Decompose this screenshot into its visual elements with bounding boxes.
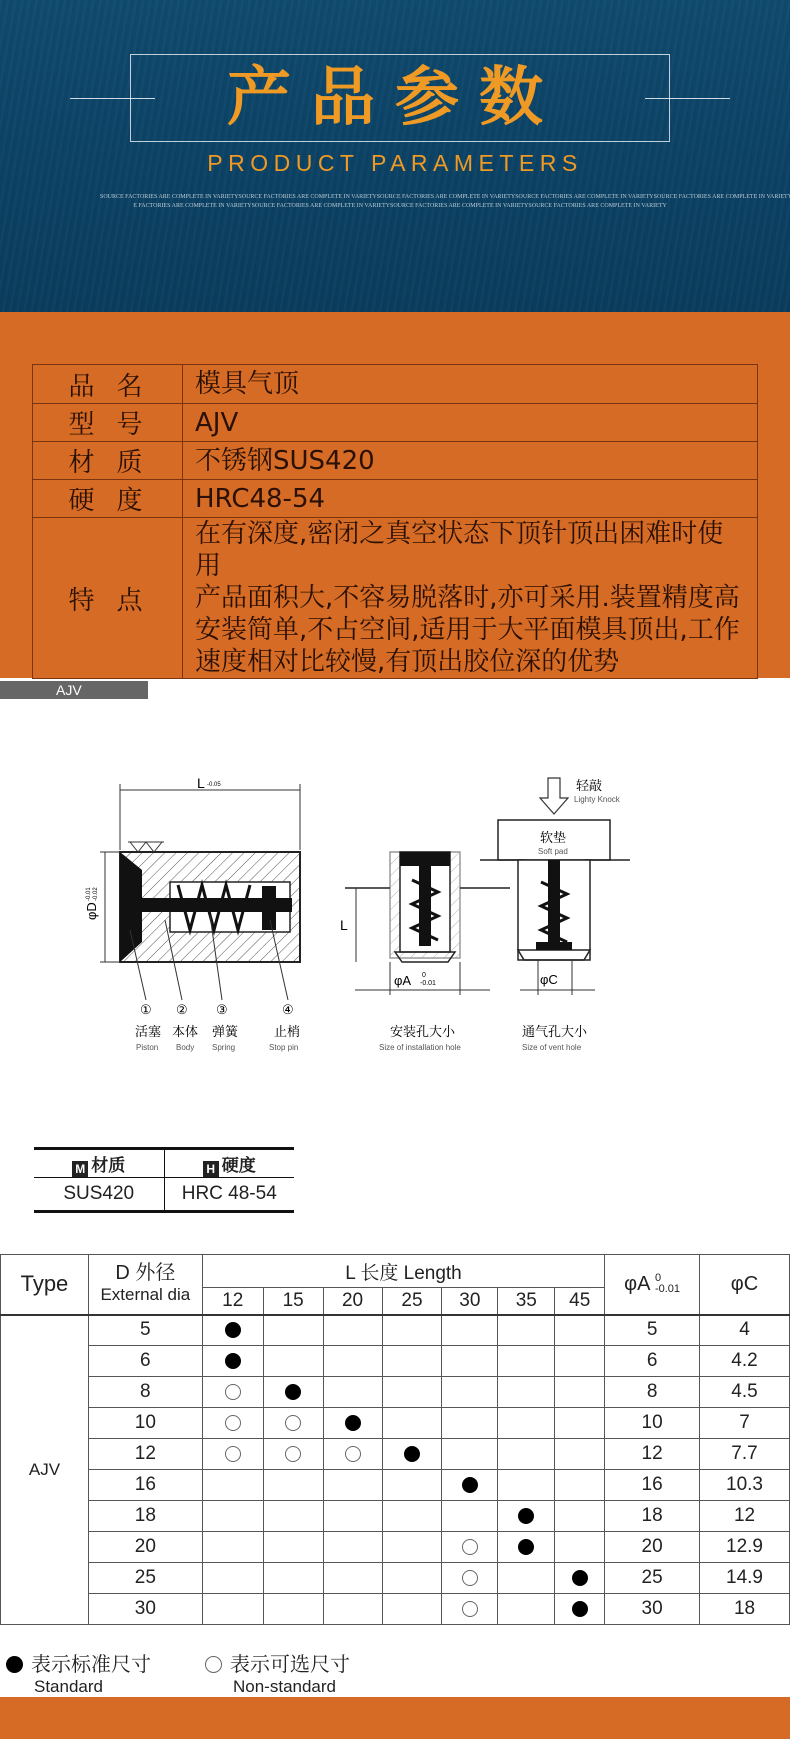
a-cell: 18 bbox=[605, 1501, 700, 1532]
length-cell bbox=[263, 1377, 323, 1408]
length-cell bbox=[382, 1470, 442, 1501]
h-badge-icon: H bbox=[203, 1161, 219, 1177]
diameter-header-en: External dia bbox=[100, 1285, 191, 1305]
legend-standard-en: Standard bbox=[34, 1677, 103, 1696]
length-cell bbox=[323, 1315, 382, 1346]
standard-dot-icon bbox=[518, 1508, 534, 1524]
part-number: ② bbox=[176, 1002, 188, 1017]
length-cell bbox=[442, 1346, 498, 1377]
part-callout bbox=[269, 1002, 300, 1052]
dim-A-label: φA bbox=[394, 973, 412, 988]
a-cell: 20 bbox=[605, 1532, 700, 1563]
spec-key: 特点 bbox=[33, 518, 183, 679]
a-header bbox=[605, 1255, 700, 1315]
length-cell bbox=[498, 1377, 555, 1408]
feature-line: 安装简单,不占空间,适用于大平面模具顶出,工作 bbox=[195, 615, 740, 645]
spec-value-features bbox=[183, 518, 758, 679]
size-row bbox=[1, 1594, 790, 1625]
dim-D-tol-upper: -0.01 bbox=[86, 887, 92, 901]
length-cell bbox=[323, 1408, 382, 1439]
length-cell bbox=[555, 1346, 605, 1377]
vent-label-en: Size of vent hole bbox=[522, 1043, 582, 1052]
spec-value: 不锈钢SUS420 bbox=[183, 442, 758, 480]
part-name-en: Body bbox=[176, 1043, 195, 1052]
a-cell: 16 bbox=[605, 1470, 700, 1501]
length-cell bbox=[382, 1594, 442, 1625]
install-label-cn: 安装孔大小 bbox=[390, 1024, 456, 1039]
length-value: 30 bbox=[442, 1288, 498, 1315]
length-cell bbox=[323, 1594, 382, 1625]
length-cell bbox=[382, 1532, 442, 1563]
header-banner bbox=[0, 0, 812, 312]
length-cell bbox=[202, 1532, 263, 1563]
length-cell bbox=[263, 1501, 323, 1532]
c-cell: 7 bbox=[700, 1408, 790, 1439]
length-value: 12 bbox=[202, 1288, 263, 1315]
c-cell: 14.9 bbox=[700, 1563, 790, 1594]
c-cell: 7.7 bbox=[700, 1439, 790, 1470]
length-cell bbox=[263, 1470, 323, 1501]
length-cell bbox=[323, 1439, 382, 1470]
part-name-en: Spring bbox=[212, 1043, 236, 1052]
legend-nonstandard-en: Non-standard bbox=[233, 1677, 337, 1696]
part-name-cn: 活塞 bbox=[135, 1024, 162, 1039]
spec-value: AJV bbox=[183, 404, 758, 442]
optional-dot-icon bbox=[225, 1446, 241, 1462]
filled-dot-icon bbox=[6, 1656, 23, 1673]
length-cell bbox=[382, 1439, 442, 1470]
length-cell bbox=[498, 1594, 555, 1625]
install-label-en: Size of installation hole bbox=[379, 1043, 461, 1052]
spec-key: 型号 bbox=[33, 404, 183, 442]
spec-value: 模具气顶 bbox=[183, 365, 758, 404]
standard-dot-icon bbox=[404, 1446, 420, 1462]
length-cell bbox=[555, 1470, 605, 1501]
optional-dot-icon bbox=[462, 1601, 478, 1617]
length-cell bbox=[442, 1470, 498, 1501]
length-value: 25 bbox=[382, 1288, 442, 1315]
diameter-cell: 10 bbox=[88, 1408, 202, 1439]
fine-print: SOURCE FACTORIES ARE COMPLETE IN VARIETYSOURCE FACTORIES ARE COMPLETE IN VARIETYSOURCE FACTORIES ARE COMPLETE IN VARIETYSOURCE FACTORIES ARE COMPLETE IN VARIETYSOURCE FACTORIES ARE COMPLETE IN VARIETYSOURC bbox=[100, 194, 812, 200]
optional-dot-icon bbox=[462, 1539, 478, 1555]
optional-dot-icon bbox=[285, 1446, 301, 1462]
part-number: ③ bbox=[216, 1002, 228, 1017]
a-tol-upper: 0 bbox=[654, 1272, 662, 1285]
optional-dot-icon bbox=[462, 1570, 478, 1586]
hardness-value: HRC 48-54 bbox=[164, 1178, 294, 1212]
m-badge-icon: M bbox=[72, 1161, 88, 1177]
a-cell: 25 bbox=[605, 1563, 700, 1594]
dim-L2-label: L bbox=[340, 917, 348, 933]
length-cell bbox=[323, 1470, 382, 1501]
size-table bbox=[0, 1254, 790, 1625]
spec-row bbox=[33, 442, 758, 480]
legend-standard-cn: 表示标准尺寸 bbox=[31, 1654, 151, 1676]
open-dot-icon bbox=[205, 1656, 222, 1673]
spec-key: 品名 bbox=[33, 365, 183, 404]
spec-row bbox=[33, 404, 758, 442]
diameter-cell: 5 bbox=[88, 1315, 202, 1346]
legend-nonstandard-cn: 表示可选尺寸 bbox=[230, 1654, 350, 1676]
length-cell bbox=[382, 1408, 442, 1439]
size-row bbox=[1, 1346, 790, 1377]
technical-drawing bbox=[84, 770, 720, 1080]
length-cell bbox=[498, 1501, 555, 1532]
legend-standard bbox=[6, 1648, 151, 1697]
type-cell: AJV bbox=[1, 1315, 89, 1625]
length-cell bbox=[498, 1346, 555, 1377]
a-cell: 8 bbox=[605, 1377, 700, 1408]
length-cell bbox=[555, 1563, 605, 1594]
length-cell bbox=[442, 1532, 498, 1563]
optional-dot-icon bbox=[225, 1384, 241, 1400]
length-cell bbox=[442, 1563, 498, 1594]
size-row bbox=[1, 1470, 790, 1501]
diameter-cell: 25 bbox=[88, 1563, 202, 1594]
length-cell bbox=[323, 1346, 382, 1377]
length-cell bbox=[442, 1408, 498, 1439]
part-callout bbox=[172, 1002, 198, 1052]
length-value: 35 bbox=[498, 1288, 555, 1315]
diameter-cell: 20 bbox=[88, 1532, 202, 1563]
length-cell bbox=[263, 1346, 323, 1377]
length-cell bbox=[263, 1594, 323, 1625]
feature-line: 速度相对比较慢,有顶出胶位深的优势 bbox=[195, 647, 620, 677]
diameter-cell: 18 bbox=[88, 1501, 202, 1532]
standard-dot-icon bbox=[285, 1384, 301, 1400]
length-cell bbox=[498, 1408, 555, 1439]
part-number: ① bbox=[140, 1002, 152, 1017]
vent-label-cn: 通气孔大小 bbox=[522, 1024, 588, 1039]
length-cell bbox=[202, 1594, 263, 1625]
part-callout bbox=[135, 1002, 161, 1052]
length-cell bbox=[442, 1377, 498, 1408]
length-cell bbox=[498, 1315, 555, 1346]
length-cell bbox=[498, 1439, 555, 1470]
spec-value: HRC48-54 bbox=[183, 480, 758, 518]
length-cell bbox=[263, 1315, 323, 1346]
length-cell bbox=[498, 1563, 555, 1594]
length-cell bbox=[202, 1408, 263, 1439]
c-cell: 4.2 bbox=[700, 1346, 790, 1377]
type-header: Type bbox=[1, 1255, 89, 1315]
dim-L-tol: -0.05 bbox=[207, 782, 221, 788]
length-cell bbox=[498, 1532, 555, 1563]
length-cell bbox=[442, 1501, 498, 1532]
optional-dot-icon bbox=[225, 1415, 241, 1431]
page-title: 产品参数 bbox=[227, 61, 563, 135]
part-name-en: Stop pin bbox=[269, 1043, 299, 1052]
size-row bbox=[1, 1408, 790, 1439]
spec-key: 材质 bbox=[33, 442, 183, 480]
length-header: L 长度 Length bbox=[202, 1255, 604, 1288]
hardness-header bbox=[164, 1149, 294, 1178]
feature-line: 产品面积大,不容易脱落时,亦可采用.装置精度高 bbox=[195, 583, 740, 613]
length-cell bbox=[202, 1563, 263, 1594]
a-cell: 5 bbox=[605, 1315, 700, 1346]
page-subtitle: PRODUCT PARAMETERS bbox=[207, 150, 583, 176]
c-cell: 18 bbox=[700, 1594, 790, 1625]
length-cell bbox=[263, 1563, 323, 1594]
dim-C-label: φC bbox=[540, 972, 558, 987]
length-cell bbox=[202, 1346, 263, 1377]
material-table bbox=[34, 1147, 294, 1213]
size-row bbox=[1, 1501, 790, 1532]
length-cell bbox=[555, 1501, 605, 1532]
length-cell bbox=[202, 1439, 263, 1470]
part-name-cn: 止梢 bbox=[274, 1024, 301, 1039]
dim-D-label: φD bbox=[84, 902, 99, 920]
feature-line: 在有深度,密闭之真空状态下顶针顶出困难时使用 bbox=[195, 519, 724, 581]
length-cell bbox=[442, 1315, 498, 1346]
length-value: 45 bbox=[555, 1288, 605, 1315]
hardness-header-label: 硬度 bbox=[221, 1155, 256, 1176]
length-cell bbox=[555, 1439, 605, 1470]
size-header-row bbox=[1, 1255, 790, 1288]
standard-dot-icon bbox=[345, 1415, 361, 1431]
a-header-label: φA bbox=[624, 1272, 650, 1295]
length-cell bbox=[202, 1377, 263, 1408]
length-cell bbox=[555, 1532, 605, 1563]
length-value: 15 bbox=[263, 1288, 323, 1315]
size-table-body bbox=[1, 1315, 790, 1625]
spec-row bbox=[33, 480, 758, 518]
length-cell bbox=[382, 1501, 442, 1532]
pad-label-cn: 软垫 bbox=[540, 830, 567, 845]
length-cell bbox=[323, 1377, 382, 1408]
diameter-header bbox=[88, 1255, 202, 1315]
length-cell bbox=[382, 1377, 442, 1408]
a-cell: 30 bbox=[605, 1594, 700, 1625]
a-cell: 6 bbox=[605, 1346, 700, 1377]
size-row bbox=[1, 1377, 790, 1408]
section-tag: AJV bbox=[0, 681, 148, 699]
dim-D-tol-lower: -0.02 bbox=[93, 887, 99, 901]
length-cell bbox=[202, 1470, 263, 1501]
pad-label-en: Soft pad bbox=[538, 847, 568, 856]
part-number: ④ bbox=[282, 1002, 294, 1017]
length-cell bbox=[498, 1470, 555, 1501]
c-cell: 12.9 bbox=[700, 1532, 790, 1563]
diameter-cell: 30 bbox=[88, 1594, 202, 1625]
a-cell: 10 bbox=[605, 1408, 700, 1439]
body-section-view bbox=[84, 775, 300, 1052]
length-cell bbox=[555, 1377, 605, 1408]
material-value: SUS420 bbox=[34, 1178, 164, 1212]
dim-A-tol-lower: -0.01 bbox=[420, 980, 436, 987]
c-header: φC bbox=[700, 1255, 790, 1315]
part-name-cn: 弹簧 bbox=[212, 1024, 239, 1039]
diameter-cell: 6 bbox=[88, 1346, 202, 1377]
diameter-header-cn: D 外径 bbox=[115, 1262, 176, 1285]
knock-label-cn: 轻敲 bbox=[576, 778, 603, 793]
length-cell bbox=[323, 1563, 382, 1594]
size-row bbox=[1, 1315, 790, 1346]
fine-print: E FACTORIES ARE COMPLETE IN VARIETYSOURCE FACTORIES ARE COMPLETE IN VARIETYSOURCE FACTORIES ARE COMPLETE IN VARIETYSOURCE FACTORIES ARE COMPLETE IN VARIETY bbox=[133, 203, 667, 209]
optional-dot-icon bbox=[285, 1415, 301, 1431]
length-cell bbox=[323, 1532, 382, 1563]
footer-bar bbox=[0, 1697, 790, 1739]
material-header-label: 材质 bbox=[91, 1155, 126, 1176]
optional-dot-icon bbox=[345, 1446, 361, 1462]
installation-view bbox=[340, 852, 510, 1052]
standard-dot-icon bbox=[462, 1477, 478, 1493]
legend-nonstandard bbox=[205, 1648, 350, 1697]
c-cell: 4 bbox=[700, 1315, 790, 1346]
length-cell bbox=[202, 1315, 263, 1346]
c-cell: 4.5 bbox=[700, 1377, 790, 1408]
length-cell bbox=[442, 1594, 498, 1625]
material-value-row bbox=[34, 1178, 294, 1212]
dim-L-label: L bbox=[197, 775, 205, 791]
length-cell bbox=[263, 1408, 323, 1439]
standard-dot-icon bbox=[572, 1570, 588, 1586]
standard-dot-icon bbox=[225, 1322, 241, 1338]
size-row bbox=[1, 1563, 790, 1594]
length-cell bbox=[263, 1532, 323, 1563]
c-cell: 12 bbox=[700, 1501, 790, 1532]
length-cell bbox=[323, 1501, 382, 1532]
standard-dot-icon bbox=[518, 1539, 534, 1555]
dim-A-tol-upper: 0 bbox=[422, 972, 426, 979]
vent-view bbox=[480, 778, 630, 1052]
length-cell bbox=[382, 1563, 442, 1594]
spec-section bbox=[0, 312, 790, 678]
size-row bbox=[1, 1532, 790, 1563]
length-cell bbox=[555, 1315, 605, 1346]
length-cell bbox=[263, 1439, 323, 1470]
a-cell: 12 bbox=[605, 1439, 700, 1470]
diameter-cell: 16 bbox=[88, 1470, 202, 1501]
length-cell bbox=[202, 1501, 263, 1532]
a-tol-lower: -0.01 bbox=[654, 1283, 681, 1296]
length-value: 20 bbox=[323, 1288, 382, 1315]
length-cell bbox=[382, 1315, 442, 1346]
part-name-cn: 本体 bbox=[172, 1024, 199, 1039]
c-cell: 10.3 bbox=[700, 1470, 790, 1501]
spec-key: 硬度 bbox=[33, 480, 183, 518]
knock-label-en: Lighty Knock bbox=[574, 795, 620, 804]
material-header bbox=[34, 1149, 164, 1178]
length-cell bbox=[442, 1439, 498, 1470]
size-row bbox=[1, 1439, 790, 1470]
part-name-en: Piston bbox=[136, 1043, 159, 1052]
standard-dot-icon bbox=[572, 1601, 588, 1617]
spec-row bbox=[33, 365, 758, 404]
part-callout bbox=[212, 1002, 239, 1052]
length-cell bbox=[555, 1408, 605, 1439]
down-arrow-icon bbox=[540, 778, 568, 814]
spec-row bbox=[33, 518, 758, 679]
spec-table bbox=[32, 364, 758, 679]
length-cell bbox=[555, 1594, 605, 1625]
diameter-cell: 8 bbox=[88, 1377, 202, 1408]
length-cell bbox=[382, 1346, 442, 1377]
standard-dot-icon bbox=[225, 1353, 241, 1369]
material-header-row bbox=[34, 1149, 294, 1178]
diameter-cell: 12 bbox=[88, 1439, 202, 1470]
